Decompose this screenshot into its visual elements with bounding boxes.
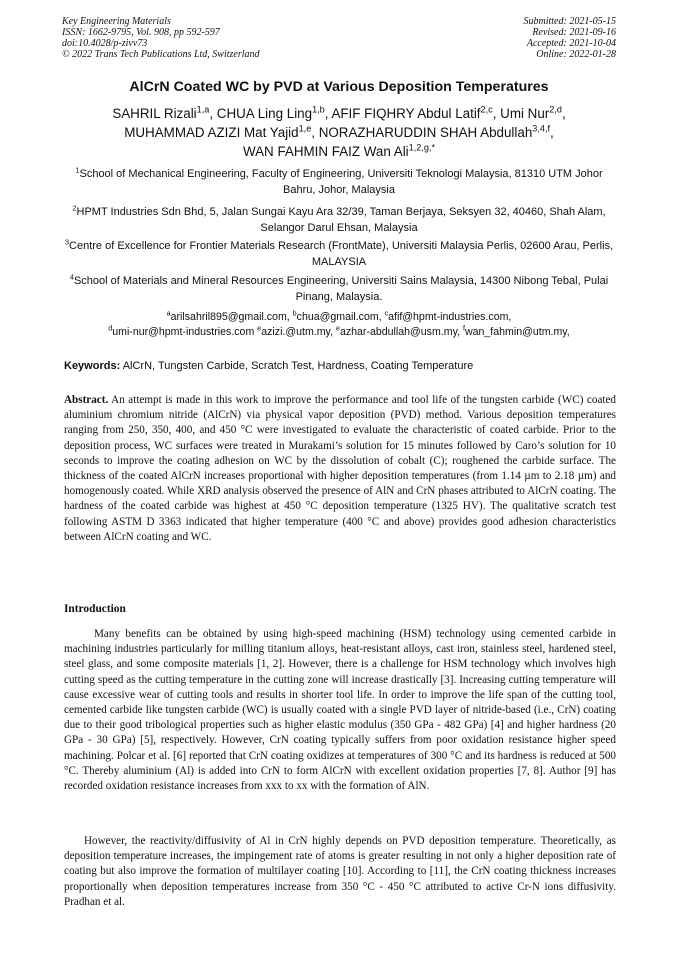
- author-list: SAHRIL Rizali$^{1,a}$, CHUA Ling Ling$^{1,b}$, AFIF FIQHRY Abdul Latif$^{2,c}$, Umi Nur$^{2,d}$, MUHAMMAD AZIZI Mat Yajid$^{1,e}$, NORAZHARUDDIN SHAH Abdullah$^{3,4,f}$, WAN FAHMIN FAIZ Wan Ali$^{1,2,g,*}$: [112, 104, 566, 159]
- date-revised: Revised: 2021-09-16: [532, 27, 616, 38]
- author: AFIF FIQHRY Abdul Latif$^{2,c}$: [331, 104, 493, 121]
- affiliation: $^2$HPMT Industries Sdn Bhd, 5, Jalan Sungai Kayu Ara 32/39, Taman Berjaya, Seksyen 32, 40460, Shah Alam, Selangor Darul Ehsan, Malaysia: [72, 203, 606, 234]
- abstract-label: Abstract.: [64, 394, 109, 406]
- intro-paragraph-2: However, the reactivity/diffusivity of Al in CrN highly depends on PVD deposition temperature. Theoretically, as deposition temperature increases, the impingement rate of atoms is greater resulting in not only a higher deposition rate of coating but also improve the formation of multilayer coating [10]. According to [11], the CrN coating thickness increases proportionally when deposition temperatures increase from 350 °C - 450 °C attributed to active Cr-N ions diffusivity. Pradhan et al.: [64, 835, 616, 908]
- journal-issn: ISSN: 1662-9795, Vol. 908, pp 592-597: [62, 27, 220, 38]
- author: MUHAMMAD AZIZI Mat Yajid$^{1,e}$: [124, 123, 312, 140]
- email: $^f$wan_fahmin@utm.my,: [462, 323, 570, 338]
- author: CHUA Ling Ling$^{1,b}$: [216, 104, 325, 121]
- email: $^b$chua@gmail.com: [292, 308, 379, 323]
- keywords-label: Keywords:: [64, 360, 121, 372]
- publication-dates: [524, 16, 617, 60]
- affiliation: $^3$Centre of Excellence for Frontier Materials Research (FrontMate), Universiti Malaysia Perlis, 02600 Arau, Perlis, MALAYSIA: [64, 237, 614, 268]
- affiliation: $^1$School of Mechanical Engineering, Faculty of Engineering, Universiti Teknologi Malaysia, 81310 UTM Johor Bahru, Johor, Malaysia: [75, 165, 603, 196]
- email: $^c$afif@hpmt-industries.com: [384, 308, 509, 323]
- abstract-text: An attempt is made in this work to improve the performance and tool life of the tungsten carbide (WC) coated aluminium chromium nitride (AlCrN) via physical vapor deposition (PVD) method. Various deposition temperatures ranging from 250, 350, 400, and 450 °C were investigated to evaluate the characteristic of coated carbide. Prior to the deposition process, WC surfaces were treated in Murakami’s solution for 15 minutes followed by Caro’s solution for 10 seconds to improve the coating adhesion on WC by the dissolution of cobalt (C); roughened the carbide surface. The thickness of the coated AlCrN increases proportional with higher deposition temperatures (from 1.14 µm to 2.18 µm) and homogenously coated. While XRD analysis observed the presence of AlN and CrN phases attributed to AlCrN coating. The hardness of the coated carbide was highest at 450 °C deposition temperature (1325 HV). The qualitative scratch test following ASTM D 3363 indicated that higher temperature (400 °C and above) provides good adhesion characteristics between AlCrN coating and WC.: [64, 394, 617, 543]
- email: $^a$arilsahril895@gmail.com: [166, 308, 287, 323]
- email: $^e$azizi.@utm.my: [257, 323, 331, 338]
- affiliation: $^4$School of Materials and Mineral Resources Engineering, Universiti Sains Malaysia, 14300 Nibong Tebal, Pulai Pinang, Malaysia.: [69, 272, 609, 303]
- journal-doi: doi:10.4028/p-zivv73: [62, 38, 148, 49]
- author-emails: $^a$arilsahril895@gmail.com, $^b$chua@gmail.com, $^c$afif@hpmt-industries.com, $^d$umi-nur@hpmt-industries.com $^e$azizi.@utm.my, $^e$azhar-abdullah@usm.my, $^f$wan_fahmin@utm.my,: [108, 308, 570, 338]
- keywords-text: AlCrN, Tungsten Carbide, Scratch Test, Hardness, Coating Temperature: [122, 360, 474, 372]
- date-online: Online: 2022-01-28: [536, 49, 616, 60]
- journal-name: Key Engineering Materials: [62, 16, 171, 27]
- author: NORAZHARUDDIN SHAH Abdullah$^{3,4,f}$: [318, 123, 551, 140]
- journal-copyright: © 2022 Trans Tech Publications Ltd, Switzerland: [62, 49, 260, 60]
- date-submitted: Submitted: 2021-05-15: [523, 16, 616, 27]
- email: $^e$azhar-abdullah@usm.my: [335, 323, 458, 338]
- keywords: [64, 360, 616, 372]
- paper-title: AlCrN Coated WC by PVD at Various Deposition Temperatures: [129, 79, 549, 95]
- journal-info: [62, 16, 260, 60]
- author: WAN FAHMIN FAIZ Wan Ali$^{1,2,g,*}$: [242, 142, 435, 159]
- intro-paragraph-1: Many benefits can be obtained by using high-speed machining (HSM) technology using cemented carbide in machining industries particularly for milling titanium alloys, heat-resistant alloys, cast iron, stainless steel, hardened steel, steel glass, and some composite materials [1, 2]. However, there is a challenge for HSM technology which involves high cutting speed as the cutting temperature in the cutting zone will increase drastically [3]. Increasing cutting temperature will cause excessive wear of cutting tools and results in shorter tool life. In order to improve the life span of the cutting tool, cemented carbide like tungsten carbide (WC) is usually coated with a single PVD layer of nitride-based (i.e., CrN) coating due to their good tribological properties such as higher elastic modulus (350 GPa - 482 GPa) [4] and higher hardness (20 GPa - 30 GPa) [5], respectively. However, CrN coating typically suffers from poor oxidation resistance higher speed machining. Polcar et al. [6] reported that CrN coating oxidizes at temperatures of 300 °C and its hardness is reduced at 500 °C. Thereby aluminium (Al) is added into CrN to form AlCrN with excellent oxidation properties [7, 8]. Author [9] has recorded oxidation resistance increases from xxx to xx with the formation of AlN.: [64, 628, 616, 793]
- abstract: [64, 393, 616, 545]
- introduction-heading: Introduction: [64, 603, 126, 615]
- author: SAHRIL Rizali$^{1,a}$: [112, 104, 210, 121]
- email: $^d$umi-nur@hpmt-industries.com: [108, 323, 255, 338]
- author: Umi Nur$^{2,d}$: [500, 104, 562, 121]
- date-accepted: Accepted: 2021-10-04: [526, 38, 616, 49]
